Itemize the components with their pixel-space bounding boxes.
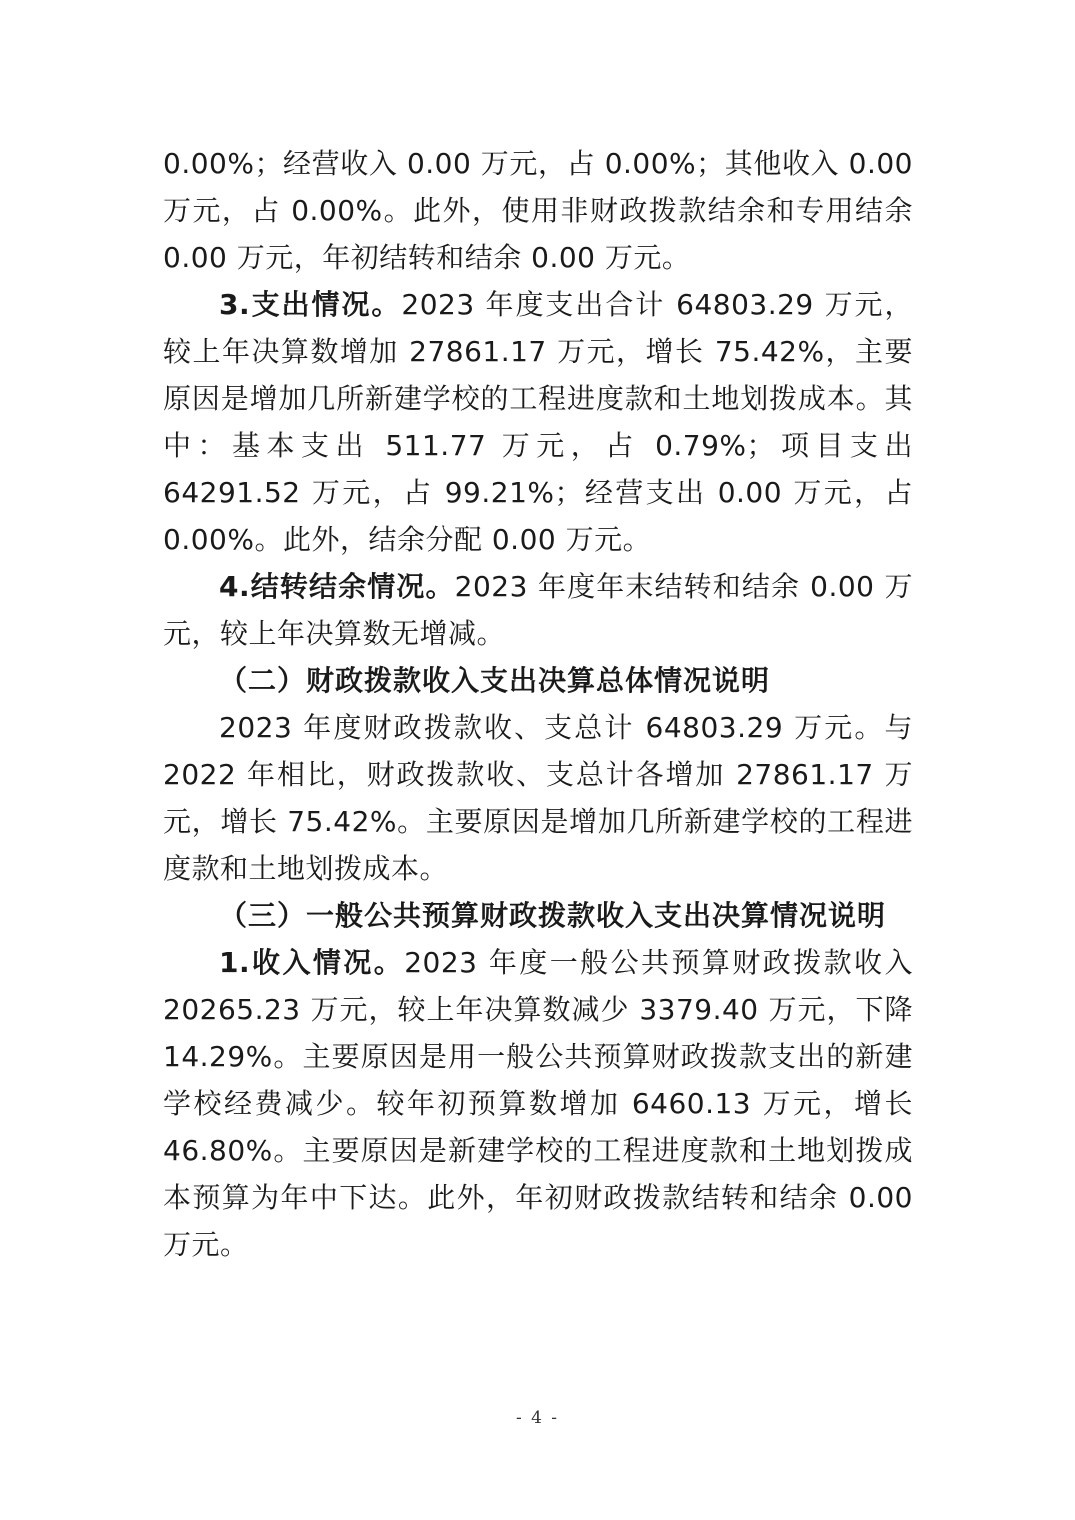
expenditure-paragraph — [163, 281, 913, 563]
expenditure-lead: 3.支出情况。 — [219, 288, 402, 321]
carryover-text: 2023 年度年末结转和结余 0.00 万元，较上年决算数无增减。 — [163, 570, 913, 650]
section-3-heading: （三）一般公共预算财政拨款收入支出决算情况说明 — [219, 899, 887, 932]
carryover-paragraph — [163, 563, 913, 657]
document-page — [163, 140, 913, 1268]
expenditure-text: 2023 年度支出合计 64803.29 万元，较上年决算数增加 27861.17 万元，增长 75.42%，主要原因是增加几所新建学校的工程进度款和土地划拨成本。其中：基本支出 511.77 万元，占 0.79%；项目支出 64291.52 万元，占 99.21%；经营支出 0.00 万元，占 0.00%。此外，结余分配 0.00 万元。 — [163, 288, 914, 556]
section-3-paragraph — [163, 939, 913, 1268]
income-continued-text: 0.00%；经营收入 0.00 万元，占 0.00%；其他收入 0.00 万元，占 0.00%。此外，使用非财政拨款结余和专用结余 0.00 万元，年初结转和结余 0.00 万元。 — [163, 147, 913, 274]
section-2-heading: （二）财政拨款收入支出决算总体情况说明 — [219, 664, 771, 697]
section-2-paragraph — [163, 704, 913, 892]
page-number: - 4 - — [515, 1408, 560, 1428]
section-2-text: 2023 年度财政拨款收、支总计 64803.29 万元。与 2022 年相比，财政拨款收、支总计各增加 27861.17 万元，增长 75.42%。主要原因是增加几所新建学校的工程进度款和土地划拨成本。 — [163, 711, 913, 885]
carryover-lead: 4.结转结余情况。 — [219, 570, 455, 603]
section-3-lead: 1.收入情况。 — [219, 946, 405, 979]
section-3-text: 2023 年度一般公共预算财政拨款收入 20265.23 万元，较上年决算数减少 3379.40 万元，下降 14.29%。主要原因是用一般公共预算财政拨款支出的新建学校经费减少。较年初预算数增加 6460.13 万元，增长 46.80%。主要原因是新建学校的工程进度款和土地划拨成本预算为年中下达。此外，年初财政拨款结转和结余 0.00 万元。 — [163, 946, 913, 1261]
income-continued-paragraph — [163, 140, 913, 281]
